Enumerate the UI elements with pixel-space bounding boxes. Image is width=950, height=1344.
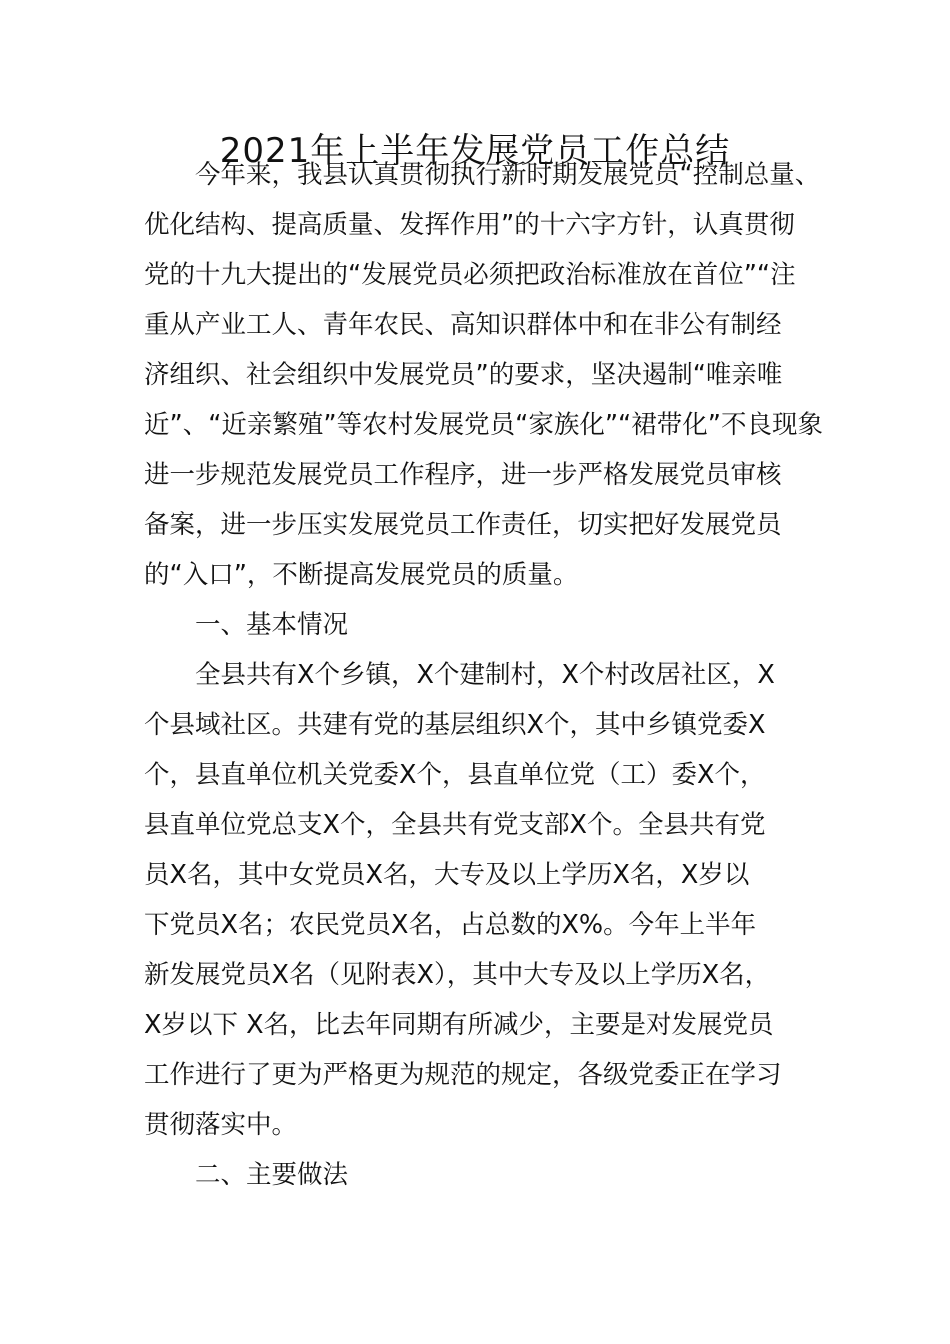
paragraph-basic-line: X岁以下 X名，比去年同期有所减少，主要是对发展党员	[144, 1010, 774, 1040]
paragraph-intro-line: 近”、“近亲繁殖”等农村发展党员“家族化”“裙带化”不良现象	[144, 410, 823, 440]
paragraph-basic-line: 县直单位党总支X个，全县共有党支部X个。全县共有党	[144, 810, 766, 840]
paragraph-basic-line: 下党员X名；农民党员X名，占总数的X%。今年上半年	[144, 910, 757, 940]
paragraph-basic-line: 工作进行了更为严格更为规范的规定，各级党委正在学习	[144, 1060, 782, 1090]
paragraph-intro-line: 的“入口”，不断提高发展党员的质量。	[144, 560, 579, 590]
paragraph-basic-line: 贯彻落实中。	[144, 1110, 298, 1140]
paragraph-intro-line: 备案，进一步压实发展党员工作责任，切实把好发展党员	[144, 510, 782, 540]
document-title: 2021年上半年发展党员工作总结	[219, 131, 731, 171]
paragraph-basic-line: 全县共有X个乡镇，X个建制村，X个村改居社区，X	[195, 660, 775, 690]
paragraph-basic-line: 新发展党员X名（见附表X），其中大专及以上学历X名，	[144, 960, 771, 990]
document-body	[144, 150, 824, 1200]
paragraph-intro-line: 济组织、社会组织中发展党员”的要求，坚决遏制“唯亲唯	[144, 360, 783, 390]
paragraph-intro-line: 进一步规范发展党员工作程序，进一步严格发展党员审核	[144, 460, 782, 490]
paragraph-intro-line: 优化结构、提高质量、发挥作用”的十六字方针，认真贯彻	[144, 210, 795, 240]
paragraph-basic-line: 员X名，其中女党员X名，大专及以上学历X名，X岁以	[144, 860, 750, 890]
section-heading-basic-situation: 一、基本情况	[195, 610, 349, 640]
paragraph-intro-line: 重从产业工人、青年农民、高知识群体中和在非公有制经	[144, 310, 782, 340]
paragraph-basic-line: 个县域社区。共建有党的基层组织X个，其中乡镇党委X	[144, 710, 766, 740]
paragraph-basic-line: 个，县直单位机关党委X个，县直单位党（工）委X个，	[144, 760, 766, 790]
paragraph-intro-line: 党的十九大提出的“发展党员必须把政治标准放在首位”“注	[144, 260, 796, 290]
section-heading-main-practices: 二、主要做法	[195, 1160, 349, 1190]
paragraph-intro-line: 今年来，我县认真贯彻执行新时期发展党员“控制总量、	[195, 160, 821, 190]
